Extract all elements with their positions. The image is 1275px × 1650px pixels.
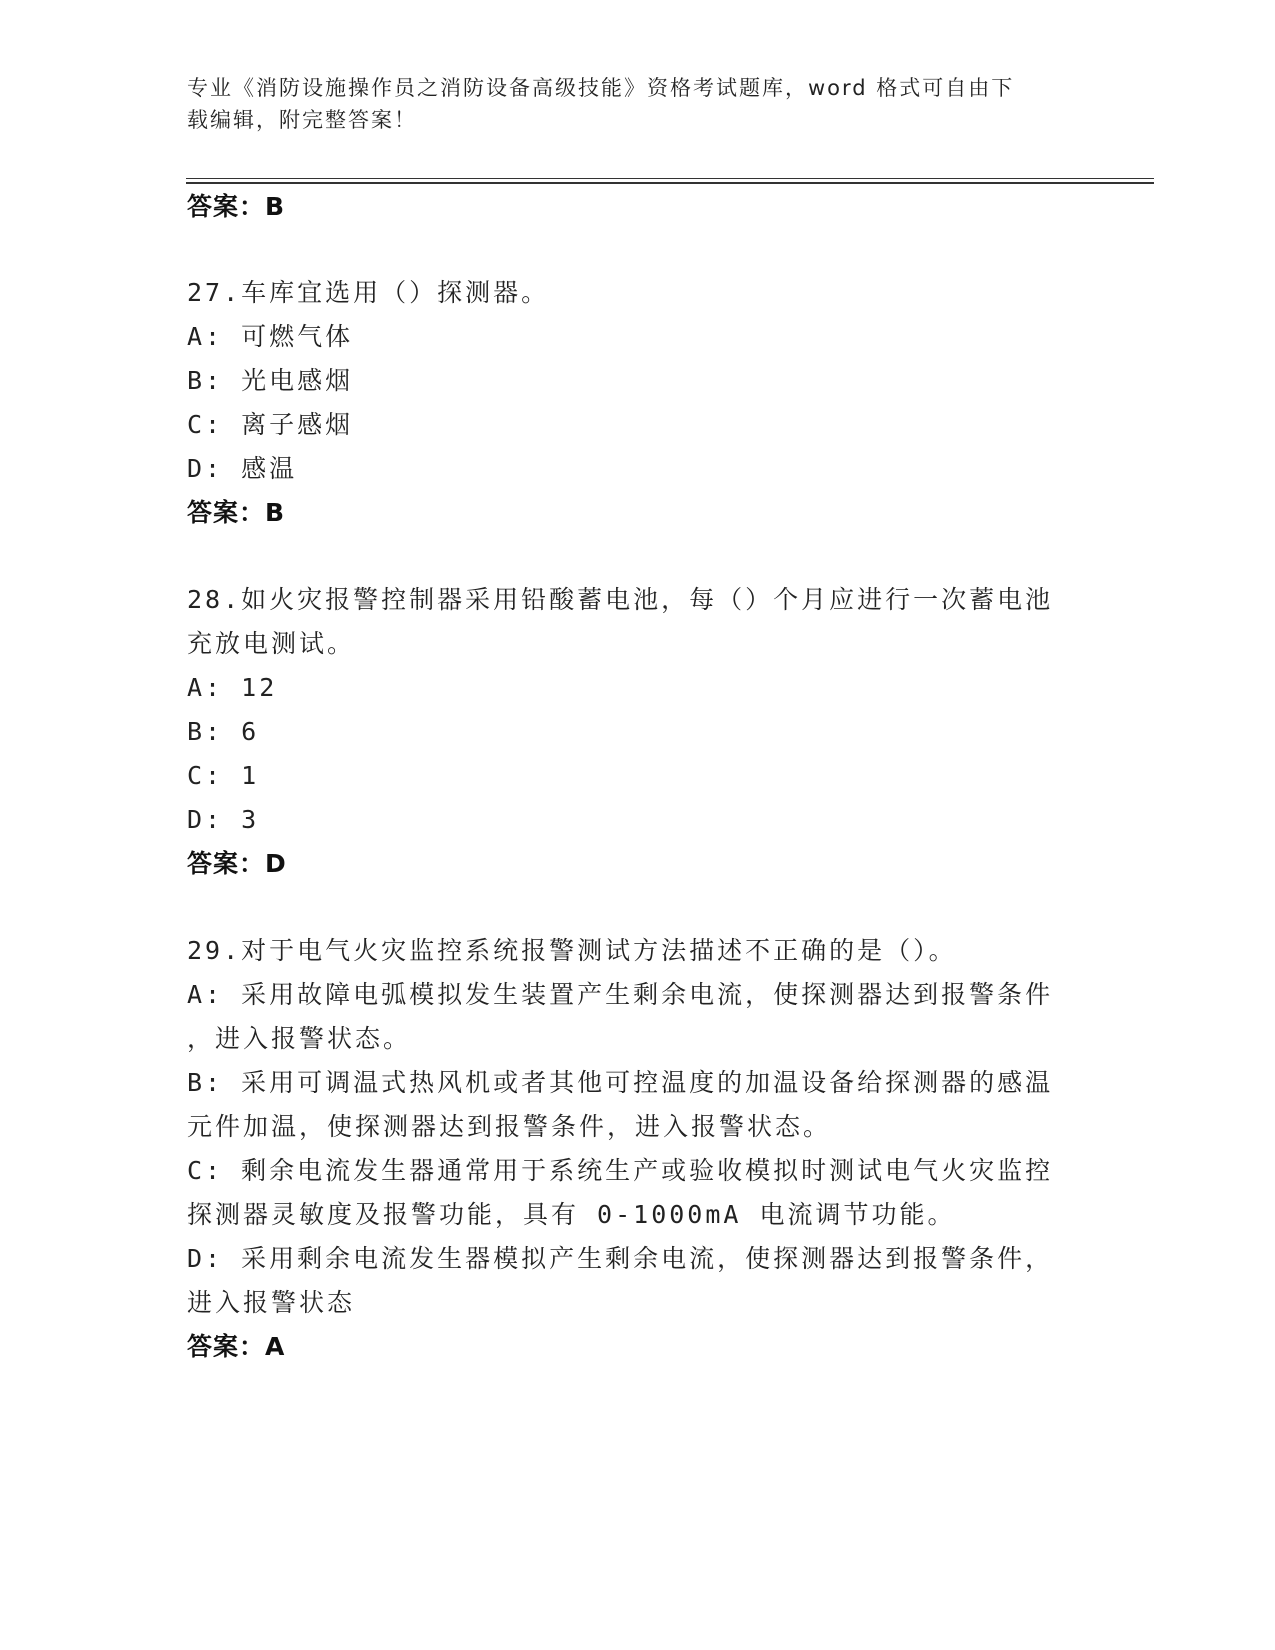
prev-answer: 答案：B [187,192,286,221]
q29-option-b-line-2: 元件加温，使探测器达到报警条件，进入报警状态。 [187,1112,832,1141]
q29-option-d-line-2: 进入报警状态 [187,1288,356,1317]
q28-option-c: C: 1 [187,761,260,790]
q28-option-d: D: 3 [187,805,260,834]
header-divider-thick [186,182,1154,184]
document-header [187,72,1067,136]
q29-option-c-line-2: 探测器灵敏度及报警功能，具有 0-1000mA 电流调节功能。 [187,1200,956,1229]
q28-answer: 答案：D [187,849,287,878]
q28-stem-line-2: 充放电测试。 [187,629,356,658]
header-line-2: 载编辑，附完整答案！ [187,108,417,132]
q27-option-a: A: 可燃气体 [187,322,354,351]
q28-option-b: B: 6 [187,717,260,746]
header-divider-thin [186,178,1154,179]
q29-option-c-line-1: C: 剩余电流发生器通常用于系统生产或验收模拟时测试电气火灾监控 [187,1156,1054,1185]
q28-stem-line-1: 28.如火灾报警控制器采用铅酸蓄电池，每（）个月应进行一次蓄电池 [187,585,1054,614]
q28-option-a: A: 12 [187,673,278,702]
q27-answer: 答案：B [187,498,286,527]
q27-option-c: C: 离子感烟 [187,410,354,439]
q27-stem: 27.车库宜选用（）探测器。 [187,278,550,307]
q29-option-d-line-1: D: 采用剩余电流发生器模拟产生剩余电流，使探测器达到报警条件， [187,1244,1054,1273]
q29-option-a-line-2: ，进入报警状态。 [187,1024,412,1053]
q27-option-b: B: 光电感烟 [187,366,354,395]
header-line-1: 专业《消防设施操作员之消防设备高级技能》资格考试题库，word 格式可自由下 [187,76,1015,100]
q29-option-a-line-1: A: 采用故障电弧模拟发生装置产生剩余电流，使探测器达到报警条件 [187,980,1054,1009]
q27-option-d: D: 感温 [187,454,298,483]
q29-answer: 答案：A [187,1332,286,1361]
q29-option-b-line-1: B: 采用可调温式热风机或者其他可控温度的加温设备给探测器的感温 [187,1068,1054,1097]
q29-stem: 29.对于电气火灾监控系统报警测试方法描述不正确的是（）。 [187,936,957,965]
